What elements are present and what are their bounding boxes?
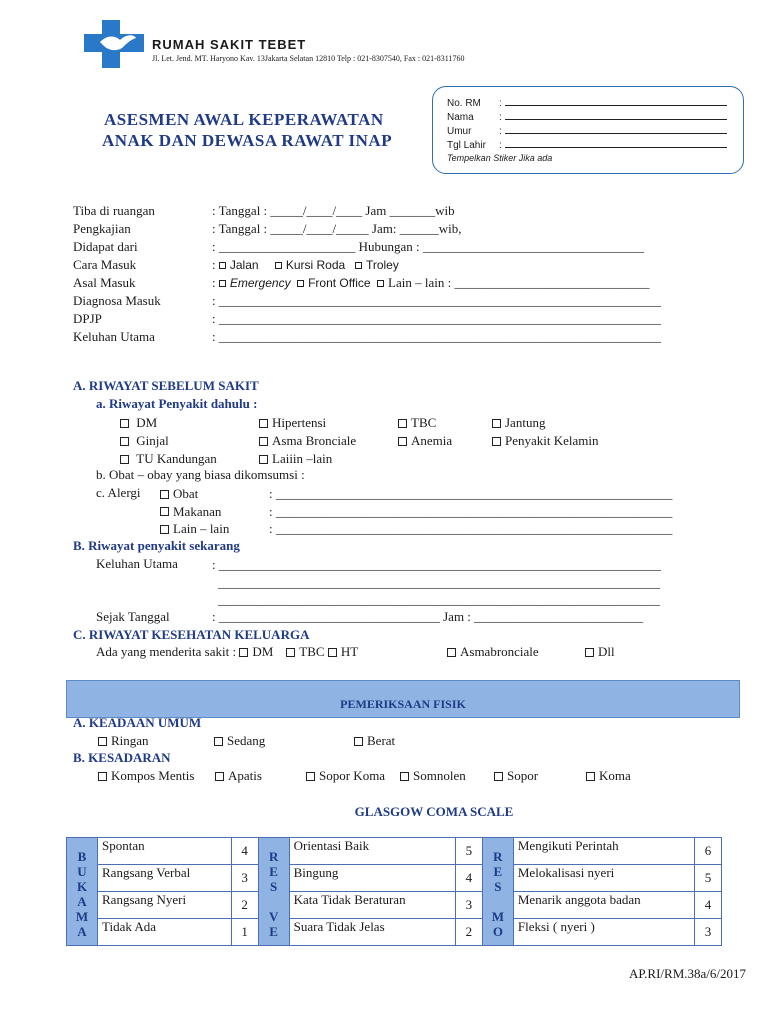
section-b-keluhan-label: Keluhan Utama [96, 556, 178, 571]
label-asal-masuk: Asal Masuk [73, 275, 136, 290]
sejak-tanggal-label: Sejak Tanggal [96, 609, 170, 624]
kesadaran-koma[interactable]: Koma [586, 768, 631, 784]
asal-lain[interactable]: Lain – lain : ______________________________ [388, 275, 650, 290]
admission-values [212, 202, 661, 346]
alergi-makanan[interactable]: Makanan : _____________________________________________________________ [160, 503, 672, 521]
section-a-sub-b: b. Obat – obay yang biasa dikomsumsi : [96, 467, 305, 482]
patient-field-no-rm[interactable]: No. RM : [447, 96, 727, 110]
kesadaran-sopor-koma[interactable]: Sopor Koma [306, 768, 385, 784]
gcs-verbal-score[interactable]: 4 [455, 865, 482, 892]
section-a-sub-c: c. Alergi [96, 485, 141, 500]
gcs-verbal-score[interactable]: 2 [455, 919, 482, 946]
kesadaran-apatis[interactable]: Apatis [215, 768, 262, 784]
keadaan-sedang[interactable]: Sedang [214, 733, 265, 749]
cara-kursi-roda[interactable]: Kursi Roda [285, 258, 346, 272]
gcs-verbal-item: Suara Tidak Jelas [289, 919, 455, 946]
cross-dove-icon [84, 20, 144, 68]
gcs-title: GLASGOW COMA SCALE [354, 804, 514, 819]
gcs-eye-score[interactable]: 1 [231, 919, 258, 946]
fam-asmabronciale[interactable]: Asmabronciale [447, 644, 539, 660]
gcs-motor-item: Mengikuti Perintah [513, 838, 694, 865]
keluhan-line-1[interactable]: : ____________________________________________________________________ [212, 557, 661, 572]
pemeriksaan-title: PEMERIKSAAN FISIK [340, 697, 466, 711]
dpjp-field[interactable]: : ____________________________________________________________________ [212, 311, 661, 326]
disease-ginjal[interactable]: Ginjal [120, 432, 217, 450]
fam-dll[interactable]: Dll [585, 644, 615, 660]
kesadaran-heading: B. KESADARAN [73, 750, 171, 765]
gcs-motor-item: Menarik anggota badan [513, 892, 694, 919]
disease-hipertensi[interactable]: Hipertensi [259, 414, 356, 432]
disease-tu-kandungan[interactable]: TU Kandungan [120, 450, 217, 468]
kesadaran-somnolen[interactable]: Somnolen [400, 768, 466, 784]
patient-sticker-box [432, 86, 744, 174]
hospital-address: Jl. Let. Jend. MT. Haryono Kav. 13Jakarta Selatan 12810 Telp : 021-8307540, Fax : 021-8311760 [152, 54, 465, 63]
disease-jantung[interactable]: Jantung [492, 414, 599, 432]
label-tiba: Tiba di ruangan [73, 203, 155, 218]
gcs-verbal-label: R E S V E [258, 838, 289, 946]
patient-field-umur[interactable]: Umur : [447, 124, 727, 138]
label-keluhan: Keluhan Utama [73, 329, 155, 344]
label-pengkajian: Pengkajian [73, 221, 131, 236]
tiba-field[interactable]: : Tanggal : _____/____/____ Jam _______wib [212, 203, 455, 218]
sticker-note: Tempelkan Stiker Jika ada [447, 153, 553, 163]
gcs-eye-score[interactable]: 3 [231, 865, 258, 892]
section-a-sub-a: a. Riwayat Penyakit dahulu : [96, 396, 258, 411]
section-a-heading: A. RIWAYAT SEBELUM SAKIT [73, 378, 259, 393]
disease-dm[interactable]: DM [120, 414, 217, 432]
label-didapat: Didapat dari [73, 239, 138, 254]
hospital-name: RUMAH SAKIT TEBET [152, 37, 307, 52]
table-row [67, 865, 722, 892]
diagnosa-field[interactable]: : ____________________________________________________________________ [212, 293, 661, 308]
disease-col-3 [398, 414, 452, 450]
section-c-heading: C. RIWAYAT KESEHATAN KELUARGA [73, 627, 310, 642]
disease-tbc[interactable]: TBC [398, 414, 452, 432]
patient-field-nama[interactable]: Nama : [447, 110, 727, 124]
cara-jalan[interactable]: Jalan [229, 258, 259, 272]
gcs-eye-item: Spontan [98, 838, 232, 865]
gcs-verbal-item: Bingung [289, 865, 455, 892]
gcs-motor-score[interactable]: 6 [695, 838, 722, 865]
cara-troley[interactable]: Troley [365, 258, 399, 272]
gcs-eye-score[interactable]: 2 [231, 892, 258, 919]
label-dpjp: DPJP [73, 311, 102, 326]
family-history-row [96, 644, 358, 660]
fam-tbc[interactable]: TBC [286, 644, 324, 659]
kesadaran-kompos-mentis[interactable]: Kompos Mentis [98, 768, 194, 784]
asal-masuk-options: : Emergency Front Office Lain – lain : ______________________________ [212, 275, 650, 290]
keadaan-berat[interactable]: Berat [354, 733, 395, 749]
patient-field-tgl-lahir[interactable]: Tgl Lahir : [447, 138, 727, 152]
alergi-obat[interactable]: Obat : _____________________________________________________________ [160, 485, 672, 503]
disease-col-2 [259, 414, 356, 468]
section-b-heading: B. Riwayat penyakit sekarang [73, 538, 240, 553]
gcs-motor-score[interactable]: 3 [695, 919, 722, 946]
disease-asma[interactable]: Asma Bronciale [259, 432, 356, 450]
section-b-keluhan-lines [212, 556, 661, 609]
alergi-options [160, 485, 672, 538]
sejak-tanggal-field[interactable]: : __________________________________ Jam : __________________________ [212, 609, 644, 624]
gcs-motor-score[interactable]: 4 [695, 892, 722, 919]
form-title-line1: ASESMEN AWAL KEPERAWATAN [104, 110, 384, 129]
gcs-motor-item: Fleksi ( nyeri ) [513, 919, 694, 946]
kesadaran-sopor[interactable]: Sopor [494, 768, 538, 784]
admission-labels [73, 202, 161, 346]
gcs-eye-score[interactable]: 4 [231, 838, 258, 865]
fam-ht[interactable]: HT [328, 644, 358, 659]
disease-penyakit-kelamin[interactable]: Penyakit Kelamin [492, 432, 599, 450]
keadaan-umum-heading: A. KEADAAN UMUM [73, 715, 202, 730]
gcs-eye-item: Rangsang Nyeri [98, 892, 232, 919]
disease-lain[interactable]: Laiiin –lain [259, 450, 356, 468]
keluhan-line-2[interactable]: ____________________________________________________________________ [218, 574, 660, 590]
cara-masuk-options: : Jalan Kursi Roda Troley [212, 257, 399, 272]
keadaan-ringan[interactable]: Ringan [98, 733, 149, 749]
table-row [67, 838, 722, 865]
pemeriksaan-band [66, 680, 740, 718]
asal-front-office[interactable]: Front Office [308, 276, 371, 290]
pengkajian-field[interactable]: : Tanggal : _____/____/_____ Jam: ______wib, [212, 221, 462, 236]
disease-col-1 [120, 414, 217, 468]
gcs-eye-item: Tidak Ada [98, 919, 232, 946]
fam-dm[interactable]: DM [239, 644, 273, 659]
gcs-verbal-item: Orientasi Baik [289, 838, 455, 865]
hospital-logo [84, 20, 144, 68]
table-row [67, 919, 722, 946]
label-cara-masuk: Cara Masuk [73, 257, 137, 272]
table-row [67, 892, 722, 919]
gcs-eye-label: B U K A M A [67, 838, 98, 946]
form-title-line2: ANAK DAN DEWASA RAWAT INAP [102, 131, 393, 150]
gcs-motor-label: R E S M O [482, 838, 513, 946]
keluhan-line-3[interactable]: ____________________________________________________________________ [218, 592, 660, 607]
disease-anemia[interactable]: Anemia [398, 432, 452, 450]
ada-label: Ada yang menderita sakit : [96, 644, 237, 659]
gcs-table [66, 837, 722, 946]
keluhan-field[interactable]: : ____________________________________________________________________ [212, 329, 661, 344]
gcs-eye-item: Rangsang Verbal [98, 865, 232, 892]
alergi-lain[interactable]: Lain – lain : _____________________________________________________________ [160, 520, 672, 538]
gcs-motor-score[interactable]: 5 [695, 865, 722, 892]
didapat-field[interactable]: : _____________________ Hubungan : __________________________________ [212, 239, 644, 254]
form-code: AP.RI/RM.38a/6/2017 [628, 966, 746, 981]
asal-emergency[interactable]: Emergency [229, 276, 291, 290]
label-diagnosa: Diagnosa Masuk [73, 293, 161, 308]
gcs-verbal-score[interactable]: 3 [455, 892, 482, 919]
disease-col-4 [492, 414, 599, 450]
gcs-verbal-score[interactable]: 5 [455, 838, 482, 865]
gcs-verbal-item: Kata Tidak Beraturan [289, 892, 455, 919]
gcs-motor-item: Melokalisasi nyeri [513, 865, 694, 892]
